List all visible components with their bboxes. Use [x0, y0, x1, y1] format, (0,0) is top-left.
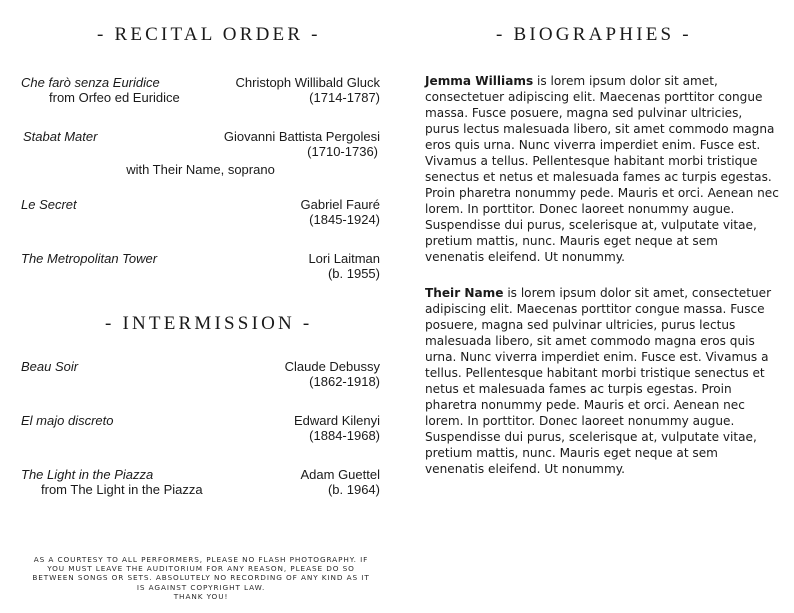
program-piece [21, 197, 380, 227]
program-piece [21, 75, 380, 105]
piece-composer: Gabriel Fauré [300, 197, 380, 212]
program-piece [21, 413, 380, 443]
biography-paragraph [425, 285, 779, 477]
piece-subtitle: from Orfeo ed Euridice [49, 90, 180, 105]
composer-dates: (b. 1964) [327, 482, 380, 497]
program-piece [21, 129, 380, 177]
piece-composer: Edward Kilenyi [294, 413, 380, 428]
biography-paragraph [425, 73, 779, 265]
bio-name: Their Name [425, 286, 504, 300]
program-piece [21, 359, 380, 389]
piece-title: The Light in the Piazza [21, 467, 154, 482]
piece-title: El majo discreto [21, 413, 114, 428]
recital-order-heading: - RECITAL ORDER - [97, 24, 321, 45]
composer-dates: (1710-1736) [307, 144, 378, 159]
bio-name: Jemma Williams [425, 74, 534, 88]
piece-composer: Christoph Willibald Gluck [235, 75, 380, 90]
piece-title: Stabat Mater [23, 129, 98, 144]
courtesy-text: AS A COURTESY TO ALL PERFORMERS, PLEASE NO FLASH PHOTOGRAPHY. IF YOU MUST LEAVE THE AUDITORIUM FOR ANY REASON, PLEASE DO SO BETWEEN SONGS OR SETS. ABSOLUTELY NO RECORDING OF ANY KIND AS IT IS AGAINST COPYRIGHT LAW. [32, 555, 370, 592]
piece-performer: with Their Name, soprano [126, 162, 275, 177]
program-piece [21, 467, 380, 497]
courtesy-notice [30, 555, 372, 601]
piece-subtitle: from The Light in the Piazza [41, 482, 203, 497]
bio-text: is lorem ipsum dolor sit amet, consectetuer adipiscing elit. Maecenas porttitor congue massa. Fusce posuere, magna sed pulvinar ultricies, purus lectus malesuada libero, sit amet commodo magna eros quis urna. Nunc viverra imperdiet enim. Fusce est. Vivamus a tellus. Pellentesque habitant morbi tristique senectus et netus et malesuada fames ac turpis egestas. Proin pharetra nonummy pede. Mauris et orci. Aenean nec lorem. In porttitor. Donec laoreet nonummy augue. Suspendisse dui purus, scelerisque at, vulputate vitae, pretium mattis, nunc. Mauris eget neque at sem venenatis eleifend. Ut nonummy. [425, 74, 779, 264]
bio-text: is lorem ipsum dolor sit amet, consectetuer adipiscing elit. Maecenas porttitor congue massa. Fusce posuere, magna sed pulvinar ultricies, purus lectus malesuada libero, sit amet commodo magna eros quis urna. Nunc viverra imperdiet enim. Fusce est. Vivamus a tellus. Pellentesque habitant morbi tristique senectus et netus et malesuada fames ac turpis egestas. Proin pharetra nonummy pede. Mauris et orci. Aenean nec lorem. In porttitor. Donec laoreet nonummy augue. Suspendisse dui purus, scelerisque at, vulputate vitae, pretium mattis, nunc. Mauris eget neque at sem venenatis eleifend. Ut nonummy. [425, 286, 772, 476]
biographies-heading: - BIOGRAPHIES - [496, 24, 692, 45]
intermission-heading: - INTERMISSION - [105, 313, 313, 334]
piece-composer: Lori Laitman [308, 251, 380, 266]
piece-composer: Giovanni Battista Pergolesi [223, 129, 380, 144]
piece-composer: Adam Guettel [300, 467, 380, 482]
piece-title: Beau Soir [21, 359, 79, 374]
piece-composer: Claude Debussy [284, 359, 380, 374]
composer-dates: (1845-1924) [309, 212, 380, 227]
composer-dates: (1714-1787) [309, 90, 380, 105]
piece-title: Le Secret [21, 197, 77, 212]
composer-dates: (b. 1955) [327, 266, 380, 281]
piece-title: The Metropolitan Tower [21, 251, 158, 266]
program-piece [21, 251, 380, 281]
piece-title: Che farò senza Euridice [21, 75, 160, 90]
composer-dates: (1884-1968) [309, 428, 380, 443]
composer-dates: (1862-1918) [309, 374, 380, 389]
courtesy-thanks: THANK YOU! [173, 591, 229, 601]
